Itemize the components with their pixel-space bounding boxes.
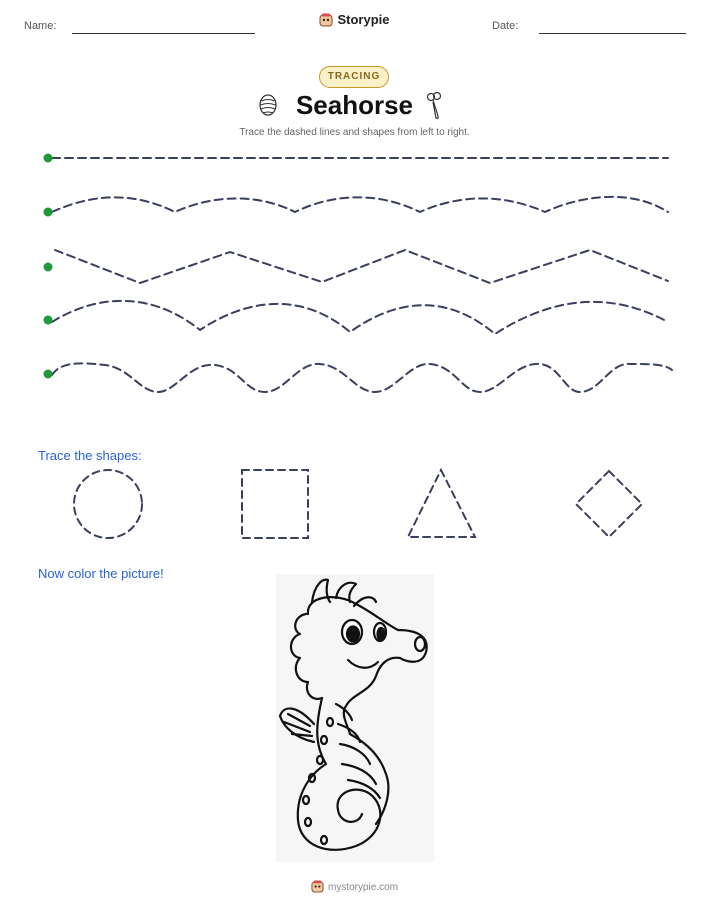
seahorse-coloring-image xyxy=(276,574,436,864)
trace-triangle xyxy=(408,470,475,537)
page-title: Seahorse xyxy=(295,90,414,120)
brand-logo xyxy=(0,12,709,30)
name-label: Name: xyxy=(24,20,57,32)
trace-line-wave-1 xyxy=(52,197,668,212)
shapes-label: Trace the shapes: xyxy=(38,448,142,463)
start-dot-5 xyxy=(44,370,53,379)
tracing-shapes xyxy=(0,460,709,550)
coloring-label: Now color the picture! xyxy=(38,566,164,581)
trace-circle xyxy=(74,470,142,538)
start-dot-3 xyxy=(44,263,53,272)
storypie-logo-icon xyxy=(319,13,333,30)
trace-line-wave-2 xyxy=(52,301,668,334)
trace-square xyxy=(242,470,308,538)
start-dot-2 xyxy=(44,208,53,217)
footer-url[interactable]: mystorypie.com xyxy=(327,882,398,893)
trace-diamond xyxy=(576,471,642,537)
instruction-text: Trace the dashed lines and shapes from left to right. xyxy=(239,127,470,138)
bone-icon xyxy=(425,92,445,125)
footer xyxy=(0,880,709,896)
tracing-lines xyxy=(0,140,709,400)
trace-line-zigzag xyxy=(55,250,668,283)
storypie-footer-logo-icon xyxy=(311,880,324,896)
date-field[interactable] xyxy=(539,33,686,34)
name-field[interactable] xyxy=(72,33,255,34)
date-label: Date: xyxy=(492,20,519,32)
brand-name: Storypie xyxy=(337,12,390,27)
start-dot-1 xyxy=(44,154,53,163)
trace-line-bumps xyxy=(52,363,672,392)
tracing-badge: TRACING xyxy=(319,66,389,88)
start-dot-4 xyxy=(44,316,53,325)
